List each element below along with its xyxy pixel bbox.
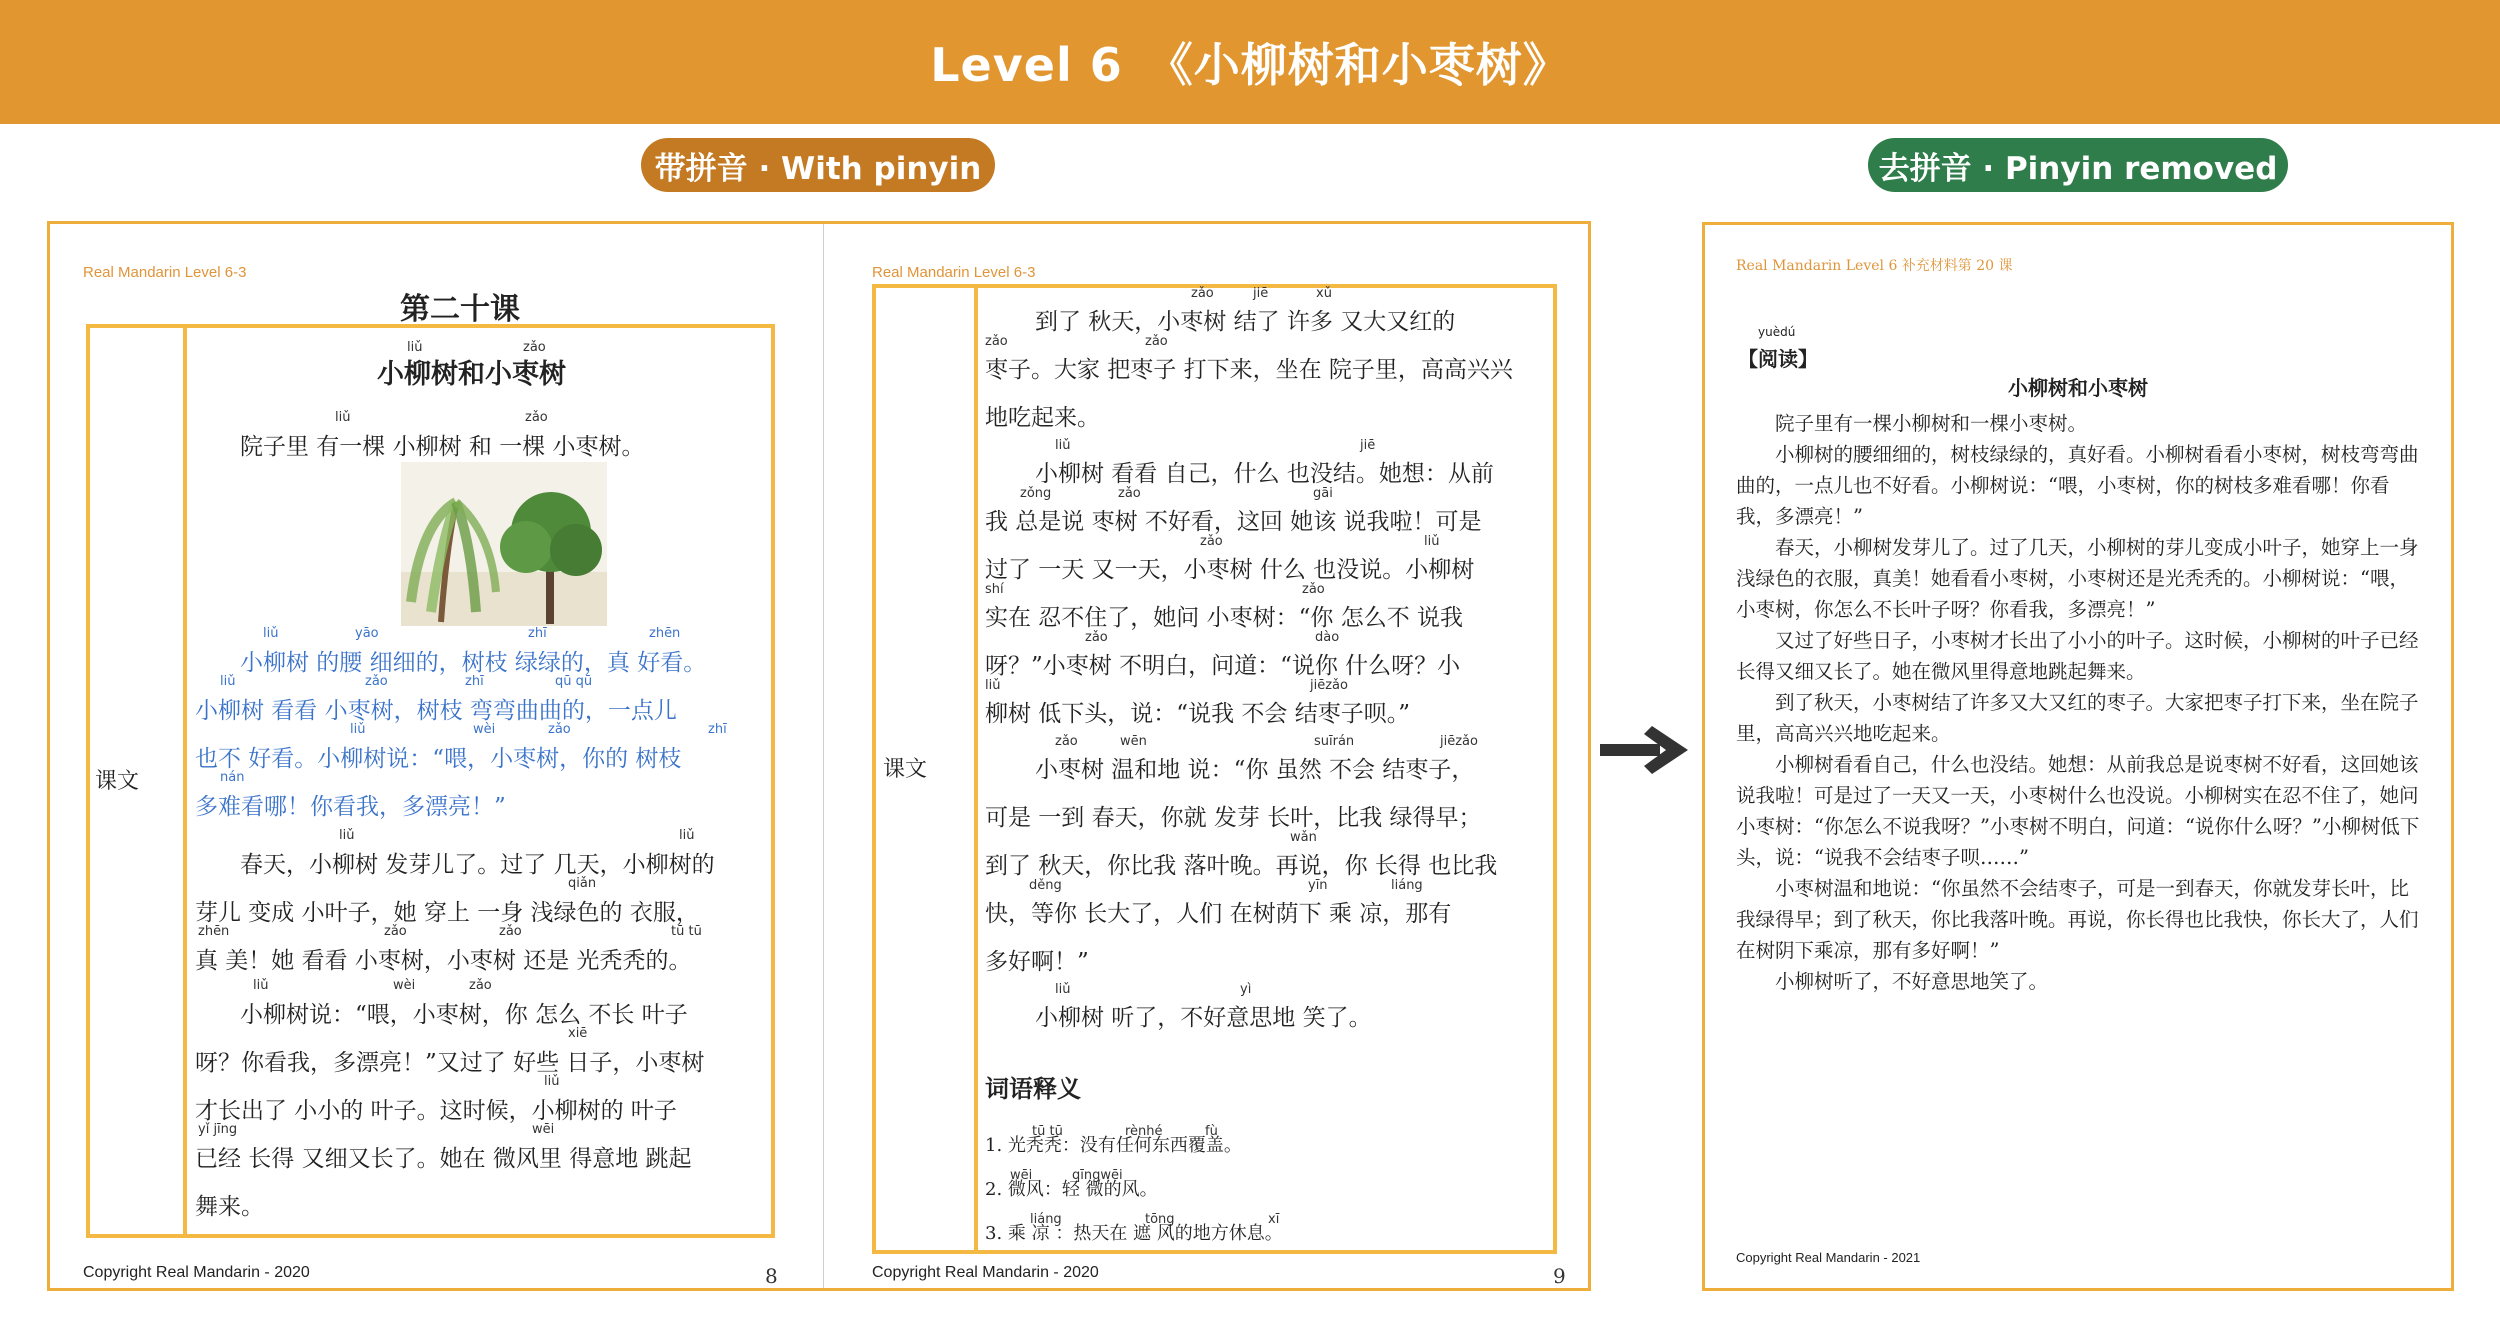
left-line: 春天，小柳树 发芽儿了。过了 几天，小柳树的 <box>240 852 715 878</box>
pinyin: shí <box>985 582 1004 597</box>
pinyin-removed-document <box>1702 222 2454 1291</box>
pinyin: zǎo <box>523 340 546 355</box>
vocab-title: 词语释义 <box>985 1074 1081 1103</box>
pinyin: zhēn <box>649 626 681 641</box>
pinyin: wēi <box>532 1122 555 1137</box>
pinyin-removed-label: 去拼音 · Pinyin removed <box>1868 138 2288 192</box>
pinyin: xī <box>1268 1212 1280 1227</box>
pinyin: wēi <box>1010 1168 1033 1183</box>
left-line: 小柳树 看看 小枣树，树枝 弯弯曲曲的，一点儿 <box>195 698 677 724</box>
vocab-item: 1. 光秃秃：没有任何东西覆盖。 <box>985 1135 1242 1156</box>
pinyin: wǎn <box>1290 830 1317 845</box>
pinyin: zhī <box>708 722 727 737</box>
pinyin: liǔ <box>350 722 366 737</box>
pinyin: liǔ <box>253 978 269 993</box>
pinyin: jiē <box>1253 286 1269 301</box>
left-copyright: Copyright Real Mandarin - 2020 <box>83 1264 310 1281</box>
pinyin: wèi <box>393 978 416 993</box>
pinyin: dào <box>1315 630 1340 645</box>
pinyin: tū tū <box>671 924 702 939</box>
doc-section-heading: 【阅读】 <box>1738 347 1818 371</box>
right-line: 我 总是说 枣树 不好看，这回 她该 说我啦！可是 <box>985 509 1482 535</box>
pinyin: zǎo <box>365 674 388 689</box>
left-line: 小柳树 的腰 细细的，树枝 绿绿的，真 好看。 <box>240 650 707 676</box>
pinyin: tū tū <box>1032 1124 1063 1139</box>
pinyin: zǒng <box>1020 486 1052 501</box>
pinyin: zǎo <box>1191 286 1214 301</box>
pinyin: liǔ <box>339 828 355 843</box>
left-side-label: 课文 <box>95 769 140 794</box>
right-line: 快，等你 长大了，人们 在树荫下 乘 凉，那有 <box>985 901 1452 927</box>
pinyin: liáng <box>1391 878 1423 893</box>
left-line: 呀？你看我，多漂亮！”又过了 好些 日子，小枣树 <box>195 1050 705 1076</box>
right-line: 到了 秋天，小枣树 结了 许多 又大又红的 <box>1035 309 1456 335</box>
pinyin: zhī <box>465 674 484 689</box>
vocab-item: 2. 微风：轻 微的风。 <box>985 1179 1158 1200</box>
pinyin: tōng <box>1145 1212 1175 1227</box>
right-copyright: Copyright Real Mandarin - 2020 <box>872 1264 1099 1281</box>
doc-paragraph: 小枣树温和地说：“你虽然不会结枣子，可是一到春天，你就发芽长叶，比我绿得早；到了秋天，你比我落叶晚。再说，你长得也比我快，你长大了，人们在树阴下乘凉，那有多好啊！” <box>1736 877 2419 962</box>
left-line: 多难看哪！你看我，多漂亮！” <box>195 794 506 820</box>
pinyin: zǎo <box>384 924 407 939</box>
right-line: 小柳树 看看 自己，什么 也没结。她想：从前 <box>1035 461 1494 487</box>
right-line: 小枣树 温和地 说：“你 虽然 不会 结枣子， <box>1035 757 1475 783</box>
pinyin: fù <box>1205 1124 1218 1139</box>
pinyin: zǎo <box>525 410 548 425</box>
page-divider <box>823 224 824 1288</box>
doc-paragraph: 小柳树的腰细细的，树枝绿绿的，真好看。小柳树看看小枣树，树枝弯弯曲曲的，一点儿也不好看。小柳树说：“喂，小枣树，你的树枝多难看哪！你看我，多漂亮！” <box>1736 443 2419 528</box>
pinyin: liǔ <box>544 1074 560 1089</box>
right-line: 小柳树 听了，不好意思地 笑了。 <box>1035 1005 1372 1031</box>
pinyin: liǔ <box>985 678 1001 693</box>
pinyin: zhī <box>528 626 547 641</box>
doc-copyright: Copyright Real Mandarin - 2021 <box>1736 1250 1921 1265</box>
right-line: 过了 一天 又一天，小枣树 什么 也没说。小柳树 <box>985 557 1475 583</box>
pinyin: yīn <box>1308 878 1328 893</box>
pinyin: qīngwēi <box>1072 1168 1123 1183</box>
left-line: 舞来。 <box>195 1194 264 1220</box>
pinyin: zǎo <box>1302 582 1325 597</box>
doc-paragraph: 到了秋天，小枣树结了许多又大又红的枣子。大家把枣子打下来，坐在院子里，高高兴兴地吃起来。 <box>1736 691 2419 745</box>
left-line: 真 美！她 看看 小枣树，小枣树 还是 光秃秃的。 <box>195 948 692 974</box>
right-line: 地吃起来。 <box>985 405 1100 431</box>
left-line: 芽儿 变成 小叶子，她 穿上 一身 浅绿色的 衣服， <box>195 900 699 926</box>
doc-title: 小柳树和小枣树 <box>2008 376 2148 400</box>
willow-and-jujube-illustration <box>401 462 607 626</box>
pinyin: xǔ <box>1316 286 1332 301</box>
left-page-header: Real Mandarin Level 6-3 <box>83 264 247 281</box>
banner-title: Level 6 《小柳树和小枣树》 <box>930 38 1570 92</box>
doc-paragraph: 又过了好些日子，小枣树才长出了小小的叶子。这时候，小柳树的叶子已经长得又细又长了。她在微风里得意地跳起舞来。 <box>1736 629 2419 683</box>
right-line: 枣子。大家 把枣子 打下来，坐在 院子里，高高兴兴 <box>985 357 1513 383</box>
pinyin: liǔ <box>679 828 695 843</box>
doc-body <box>1736 408 2426 997</box>
pinyin: zǎo <box>1085 630 1108 645</box>
right-line: 多好啊！” <box>985 949 1089 975</box>
pinyin: jiēzǎo <box>1310 678 1348 693</box>
pinyin: jiē <box>1360 438 1376 453</box>
pinyin: liǔ <box>335 410 351 425</box>
pinyin: qū qū <box>555 674 593 689</box>
pinyin: gāi <box>1313 486 1333 501</box>
doc-paragraph: 小柳树看看自己，什么也没结。她想：从前我总是说枣树不好看，这回她该说我啦！可是过了一天又一天，小枣树什么也没说。小柳树实在忍不住了，她问小枣树：“你怎么不说我呀？”小枣树不明白，问道：“说你什么呀？”小柳树低下头，说：“说我不会结枣子呗……” <box>1736 753 2420 869</box>
doc-paragraph: 小柳树听了，不好意思地笑了。 <box>1775 970 2049 993</box>
right-line: 实在 忍不住了，她问 小枣树：“你 怎么不 说我 <box>985 605 1464 631</box>
pinyin: liáng <box>1030 1212 1062 1227</box>
pinyin: jiēzǎo <box>1440 734 1478 749</box>
pinyin: wēn <box>1120 734 1147 749</box>
left-page-number: 8 <box>765 1264 778 1288</box>
pinyin: yì <box>1240 982 1252 997</box>
pinyin: liǔ <box>263 626 279 641</box>
right-line: 到了 秋天，你比我 落叶晚。再说，你 长得 也比我 <box>985 853 1498 879</box>
lesson-title: 第二十课 <box>400 292 520 327</box>
right-page-number: 9 <box>1553 1264 1566 1288</box>
pinyin: zǎo <box>1200 534 1223 549</box>
vocab-item: 3. 乘 凉 ：热天在 遮 风的地方休息。 <box>985 1223 1283 1244</box>
doc-header: Real Mandarin Level 6 补充材料第 20 课 <box>1736 258 2013 274</box>
pinyin: nán <box>220 770 245 785</box>
pinyin: zǎo <box>1145 334 1168 349</box>
pinyin: liǔ <box>1424 534 1440 549</box>
pinyin: qiǎn <box>568 876 597 891</box>
pinyin: zǎo <box>1118 486 1141 501</box>
left-line: 已经 长得 又细又长了。她在 微风里 得意地 跳起 <box>195 1146 692 1172</box>
pinyin: wèi <box>473 722 496 737</box>
right-page-header: Real Mandarin Level 6-3 <box>872 264 1036 281</box>
pinyin: zǎo <box>499 924 522 939</box>
right-line: 呀？”小枣树 不明白，问道：“说你 什么呀？小 <box>985 653 1461 679</box>
left-line: 小柳树说：“喂，小枣树，你 怎么 不长 叶子 <box>240 1002 688 1028</box>
pinyin: liǔ <box>1055 438 1071 453</box>
pinyin: zǎo <box>985 334 1008 349</box>
pinyin: zǎo <box>548 722 571 737</box>
doc-section-pinyin: yuèdú <box>1758 325 1796 339</box>
pinyin: xiē <box>568 1026 588 1041</box>
pinyin: liǔ <box>407 340 423 355</box>
right-line: 柳树 低下头，说：“说我 不会 结枣子呗。” <box>985 701 1410 727</box>
pinyin: zǎo <box>469 978 492 993</box>
doc-paragraph: 院子里有一棵小柳树和一棵小枣树。 <box>1775 412 2088 435</box>
arrow-right-icon <box>1600 720 1690 780</box>
right-side-label: 课文 <box>883 757 928 782</box>
pinyin: rènhé <box>1125 1124 1163 1139</box>
left-line: 院子里 有一棵 小柳树 和 一棵 小枣树。 <box>240 434 645 460</box>
with-pinyin-label: 带拼音 · With pinyin <box>641 138 995 192</box>
left-line: 也不 好看。小柳树说：“喂，小枣树，你的 树枝 <box>195 746 682 772</box>
poem-title: 小柳树和小枣树 <box>377 359 566 390</box>
pinyin: liǔ <box>220 674 236 689</box>
pinyin: yǐ jīng <box>198 1122 238 1137</box>
right-line: 可是 一到 春天，你就 发芽 长叶，比我 绿得早； <box>985 805 1482 831</box>
pinyin: suīrán <box>1314 734 1355 749</box>
pinyin: liǔ <box>1055 982 1071 997</box>
header-banner <box>0 0 2500 124</box>
pinyin: zǎo <box>1055 734 1078 749</box>
pinyin: yāo <box>355 626 379 641</box>
left-line: 才长出了 小小的 叶子。这时候，小柳树的 叶子 <box>195 1098 677 1124</box>
doc-paragraph: 春天，小柳树发芽儿了。过了几天，小柳树的芽儿变成小叶子，她穿上一身浅绿色的衣服，真美！她看看小枣树，小枣树还是光秃秃的。小柳树说：“喂，小枣树，你怎么不长叶子呀？你看我，多漂亮！” <box>1736 536 2419 621</box>
book-spread <box>47 221 1591 1291</box>
pinyin: děng <box>1029 878 1062 893</box>
pinyin: zhēn <box>198 924 230 939</box>
